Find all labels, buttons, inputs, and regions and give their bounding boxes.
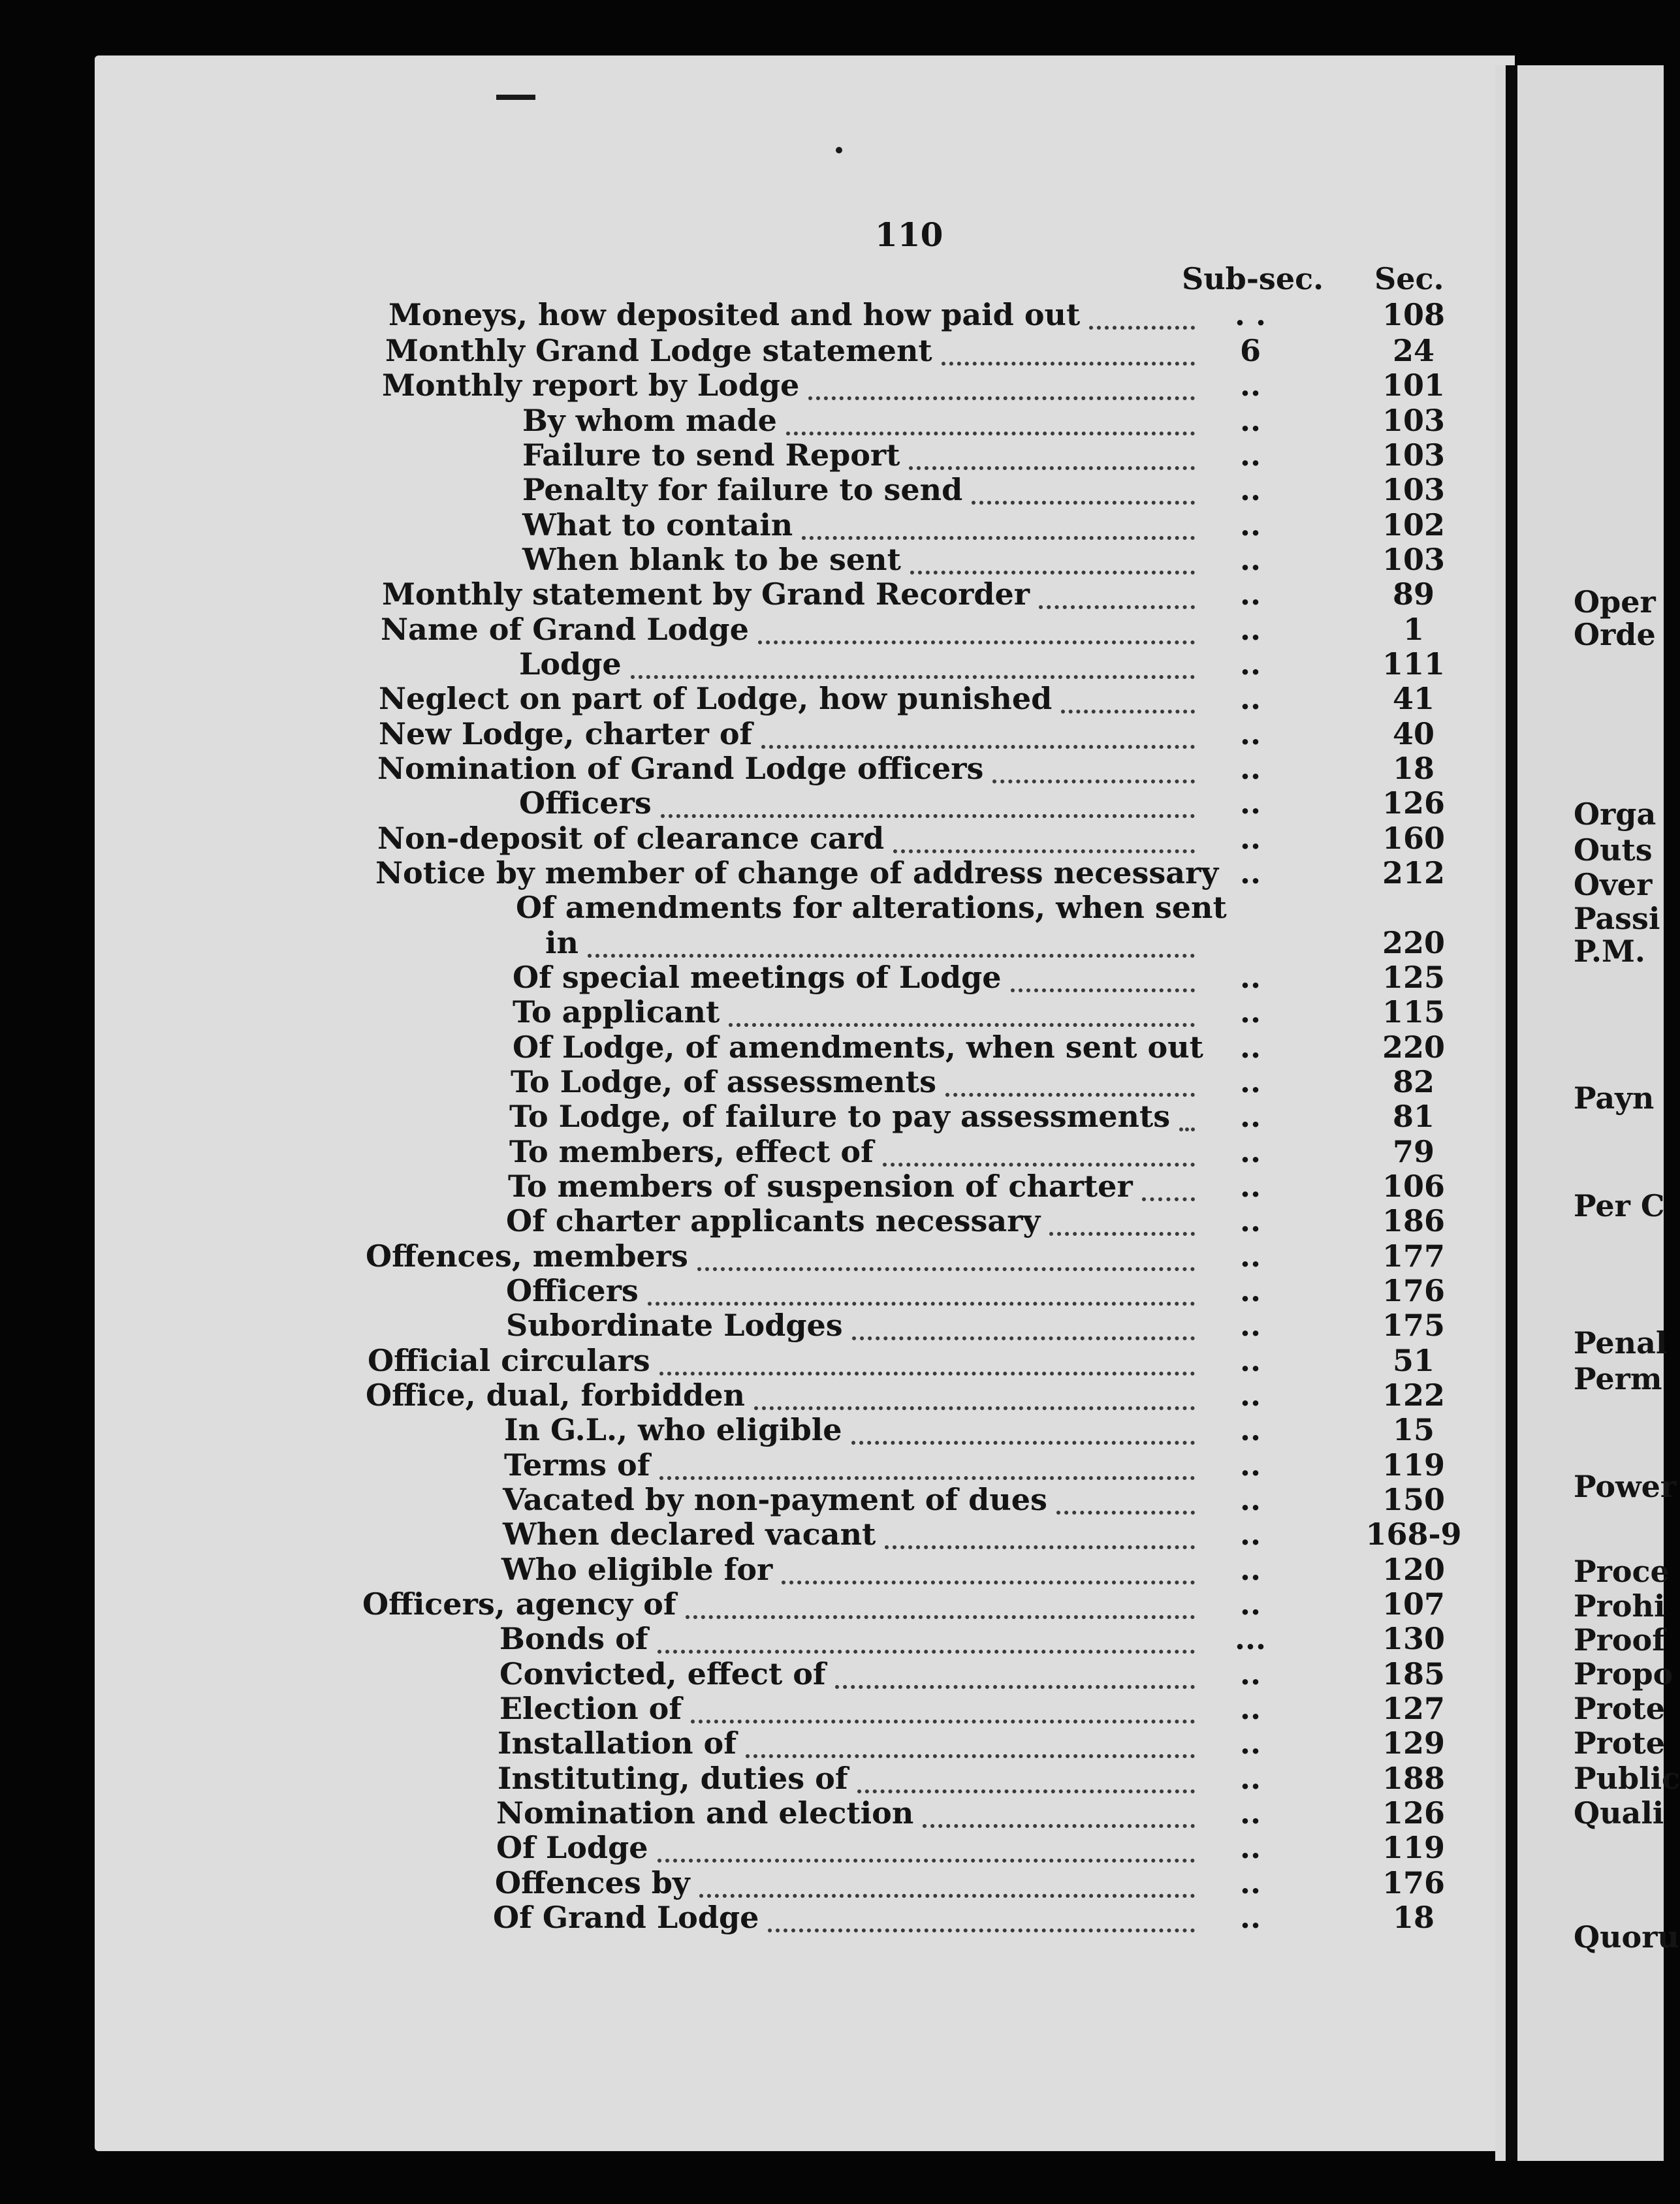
- dot-leader: [782, 1574, 1195, 1584]
- entry-subsec: ..: [1239, 403, 1261, 438]
- entry-subsec: ..: [1239, 1900, 1261, 1935]
- dot-leader: [729, 1016, 1195, 1027]
- index-entry: [0, 1795, 1664, 1831]
- index-entry: [0, 1064, 1664, 1099]
- subsec-column-header: Sub-sec.: [1182, 261, 1324, 296]
- entry-sec: 18: [1392, 1900, 1434, 1935]
- index-entry: [0, 751, 1664, 786]
- entry-sec: 185: [1382, 1656, 1446, 1692]
- entry-subsec: ..: [1239, 1412, 1261, 1447]
- entry-label: Of charter applicants necessary: [506, 1203, 1041, 1238]
- entry-subsec: ..: [1239, 1308, 1261, 1343]
- entry-sec: 120: [1382, 1552, 1446, 1587]
- index-entry: [0, 785, 1664, 821]
- entry-label: To members, effect of: [509, 1134, 874, 1169]
- entry-label: Lodge: [519, 646, 622, 682]
- dot-leader: [802, 529, 1195, 540]
- index-entry: [0, 1030, 1664, 1065]
- entry-label: Monthly Grand Lodge statement: [385, 333, 932, 368]
- dot-leader: [1179, 1121, 1195, 1131]
- entry-label: Notice by member of change of address necessary: [375, 855, 1219, 890]
- index-entry: [0, 960, 1664, 995]
- entry-subsec: ..: [1239, 855, 1261, 890]
- entry-label: Non-deposit of clearance card: [377, 821, 885, 856]
- index-entry: [0, 1865, 1664, 1900]
- entry-sec: 1: [1403, 612, 1424, 647]
- index-entry: [0, 1169, 1664, 1204]
- right-page-word: Penal: [1574, 1325, 1668, 1361]
- entry-label: Who eligible for: [501, 1552, 773, 1587]
- entry-label: Name of Grand Lodge: [381, 612, 749, 647]
- right-page-word: Proce: [1574, 1554, 1670, 1589]
- entry-sec: 82: [1392, 1064, 1434, 1099]
- dot-leader: [648, 1295, 1195, 1306]
- entry-sec: 106: [1382, 1169, 1446, 1204]
- entry-sec: 103: [1382, 437, 1446, 473]
- dot-leader: [1089, 319, 1195, 330]
- right-page-word: Passi: [1574, 901, 1660, 936]
- entry-subsec: . .: [1234, 297, 1267, 332]
- index-entry: [0, 1621, 1664, 1656]
- index-entry: [0, 297, 1664, 332]
- entry-sec: 51: [1392, 1343, 1434, 1378]
- entry-label: Officers: [506, 1273, 639, 1308]
- entry-label: Convicted, effect of: [499, 1656, 826, 1692]
- dot-leader: [588, 947, 1195, 958]
- entry-subsec: ..: [1239, 1482, 1261, 1517]
- entry-subsec: ..: [1239, 368, 1261, 403]
- entry-sec: 111: [1382, 646, 1446, 682]
- entry-label: Neglect on part of Lodge, how punished: [379, 681, 1053, 716]
- index-entry: [0, 1517, 1664, 1552]
- entry-subsec: ..: [1239, 1586, 1261, 1622]
- dot-leader: [659, 1470, 1195, 1480]
- entry-label: Vacated by non-payment of dues: [503, 1482, 1047, 1517]
- entry-sec: 126: [1382, 1795, 1446, 1831]
- entry-sec: 127: [1382, 1691, 1446, 1726]
- dot-leader: [909, 460, 1195, 470]
- entry-subsec: ..: [1239, 1203, 1261, 1238]
- index-entry: [0, 925, 1664, 960]
- entry-label: Instituting, duties of: [498, 1761, 848, 1796]
- entry-sec: 186: [1382, 1203, 1446, 1238]
- entry-sec: 108: [1382, 297, 1446, 332]
- entry-label: Of Grand Lodge: [493, 1900, 759, 1935]
- entry-subsec: ..: [1239, 1134, 1261, 1169]
- dot-leader: [885, 1539, 1195, 1549]
- entry-label: New Lodge, charter of: [379, 716, 753, 751]
- entry-subsec: ..: [1239, 1725, 1261, 1761]
- entry-subsec: ..: [1239, 1656, 1261, 1692]
- entry-label: Installation of: [498, 1725, 737, 1761]
- dot-leader: [1011, 982, 1195, 992]
- entry-label: Nomination and election: [496, 1795, 914, 1831]
- dot-leader: [945, 1086, 1195, 1097]
- entry-subsec: ...: [1234, 1621, 1267, 1656]
- entry-subsec: ..: [1239, 1099, 1261, 1134]
- entry-subsec: ..: [1239, 472, 1261, 507]
- entry-subsec: ..: [1239, 612, 1261, 647]
- entry-label: Bonds of: [499, 1621, 648, 1656]
- entry-sec: 115: [1382, 994, 1446, 1030]
- entry-subsec: ..: [1239, 1830, 1261, 1865]
- dot-leader: [686, 1609, 1195, 1619]
- entry-label: What to contain: [522, 507, 793, 543]
- entry-sec: 103: [1382, 542, 1446, 577]
- dot-leader: [883, 1156, 1195, 1167]
- index-entry: [0, 507, 1664, 543]
- right-page-word: Perm: [1574, 1361, 1662, 1396]
- entry-subsec: ..: [1239, 437, 1261, 473]
- ink-mark: [496, 95, 535, 100]
- entry-sec: 119: [1382, 1447, 1446, 1483]
- entry-label: Officers: [519, 785, 652, 821]
- right-page-word: P.M.: [1574, 934, 1645, 969]
- entry-sec: 175: [1382, 1308, 1446, 1343]
- entry-subsec: ..: [1239, 1273, 1261, 1308]
- entry-label: Office, dual, forbidden: [366, 1378, 745, 1413]
- entry-subsec: ..: [1239, 716, 1261, 751]
- dot-leader: [786, 425, 1195, 435]
- entry-subsec: ..: [1239, 1761, 1261, 1796]
- ink-dot: [836, 147, 842, 153]
- entry-sec: 89: [1392, 576, 1434, 612]
- entry-label: Penalty for failure to send: [522, 472, 963, 507]
- entry-sec: 24: [1392, 333, 1434, 368]
- index-entry: [0, 1586, 1664, 1622]
- entry-label: Moneys, how deposited and how paid out: [388, 297, 1081, 332]
- right-page-word: Orga: [1574, 796, 1656, 832]
- index-entry: [0, 1343, 1664, 1378]
- index-entry: [0, 1725, 1664, 1761]
- entry-sec: 102: [1382, 507, 1446, 543]
- entry-sec: 15: [1392, 1412, 1434, 1447]
- index-entry: [0, 576, 1664, 612]
- index-entry: [0, 1830, 1664, 1865]
- right-page-word: Proof: [1574, 1622, 1665, 1658]
- entry-subsec: ..: [1239, 1691, 1261, 1726]
- entry-sec: 177: [1382, 1238, 1446, 1274]
- dot-leader: [758, 634, 1195, 644]
- entry-sec: 176: [1382, 1865, 1446, 1900]
- entry-sec: 220: [1382, 1030, 1446, 1065]
- entry-label: Offences by: [495, 1865, 690, 1900]
- index-entry: [0, 612, 1664, 647]
- page-number: 110: [875, 215, 943, 254]
- dot-leader: [761, 738, 1195, 749]
- entry-label: In G.L., who eligible: [504, 1412, 842, 1447]
- index-entry: [0, 1378, 1664, 1413]
- index-entry: [0, 646, 1664, 682]
- entry-label: Monthly report by Lodge: [382, 368, 800, 403]
- entry-subsec: ..: [1239, 785, 1261, 821]
- dot-leader: [659, 1365, 1195, 1376]
- right-page-word: Orde: [1574, 617, 1656, 652]
- entry-sec: 101: [1382, 368, 1446, 403]
- entry-sec: 18: [1392, 751, 1434, 786]
- entry-label: When blank to be sent: [522, 542, 901, 577]
- entry-subsec: ..: [1239, 1378, 1261, 1413]
- entry-subsec: ..: [1239, 1865, 1261, 1900]
- right-page-word: Power: [1574, 1469, 1677, 1504]
- index-entry: [0, 1656, 1664, 1692]
- entry-sec: 103: [1382, 472, 1446, 507]
- entry-subsec: ..: [1239, 646, 1261, 682]
- index-entry: [0, 1273, 1664, 1308]
- right-page-word: Propo: [1574, 1656, 1673, 1692]
- index-entry: [0, 1900, 1664, 1935]
- right-page-word: Quoru: [1574, 1919, 1679, 1955]
- entry-label: By whom made: [522, 403, 777, 438]
- index-entry: [0, 1412, 1664, 1447]
- dot-leader: [697, 1261, 1195, 1271]
- dot-leader: [923, 1818, 1195, 1828]
- entry-sec: 150: [1382, 1482, 1446, 1517]
- entry-sec: 130: [1382, 1621, 1446, 1656]
- right-page-word: Prote: [1574, 1691, 1666, 1726]
- dot-leader: [746, 1748, 1195, 1758]
- index-entry: [0, 1203, 1664, 1238]
- right-page-word: Over: [1574, 867, 1653, 902]
- dot-leader: [699, 1887, 1195, 1898]
- index-entry: [0, 1447, 1664, 1483]
- index-entry: [0, 368, 1664, 403]
- entry-subsec: ..: [1239, 542, 1261, 577]
- dot-leader: [658, 1643, 1195, 1654]
- entry-subsec: ..: [1239, 994, 1261, 1030]
- entry-subsec: ..: [1239, 821, 1261, 856]
- entry-label: Nomination of Grand Lodge officers: [377, 751, 984, 786]
- entry-subsec: ..: [1239, 681, 1261, 716]
- entry-subsec: ..: [1239, 1447, 1261, 1483]
- index-entry: [0, 681, 1664, 716]
- entry-subsec: ..: [1239, 1343, 1261, 1378]
- entry-sec: 41: [1392, 681, 1434, 716]
- right-page-word: Outs: [1574, 832, 1653, 868]
- dot-leader: [893, 843, 1195, 853]
- right-page-word: Public: [1574, 1761, 1680, 1796]
- dot-leader: [857, 1783, 1195, 1793]
- entry-label: To members of suspension of charter: [508, 1169, 1133, 1204]
- entry-label: Terms of: [504, 1447, 650, 1483]
- dot-leader: [1049, 1225, 1195, 1236]
- entry-sec: 168-9: [1365, 1517, 1462, 1552]
- dot-leader: [1061, 703, 1195, 714]
- entry-subsec: ..: [1239, 960, 1261, 995]
- entry-label: Election of: [499, 1691, 682, 1726]
- entry-label: Official circulars: [368, 1343, 650, 1378]
- dot-leader: [1056, 1504, 1195, 1515]
- entry-label: To Lodge, of assessments: [511, 1064, 936, 1099]
- index-entry: [0, 1482, 1664, 1517]
- dot-leader: [1142, 1191, 1195, 1201]
- dot-leader: [691, 1713, 1195, 1724]
- index-entry: [0, 437, 1664, 473]
- entry-subsec: ..: [1239, 507, 1261, 543]
- entry-subsec: ..: [1239, 1064, 1261, 1099]
- right-page-word: Per C: [1574, 1188, 1665, 1223]
- entry-sec: 212: [1382, 855, 1446, 890]
- entry-label: Of Lodge, of amendments, when sent out: [513, 1030, 1203, 1065]
- dot-leader: [910, 564, 1195, 575]
- index-entry: [0, 1238, 1664, 1274]
- index-entry: [0, 890, 1664, 925]
- dot-leader: [851, 1434, 1195, 1445]
- right-page-word: Payn: [1574, 1080, 1655, 1116]
- entry-label: Of special meetings of Lodge: [513, 960, 1002, 995]
- index-entry: [0, 1134, 1664, 1169]
- index-entry: [0, 1552, 1664, 1587]
- entry-subsec: ..: [1239, 1030, 1261, 1065]
- entry-label: Monthly statement by Grand Recorder: [382, 576, 1030, 612]
- index-entry: [0, 855, 1664, 890]
- entry-label: To Lodge, of failure to pay assessments: [509, 1099, 1171, 1134]
- entry-sec: 119: [1382, 1830, 1446, 1865]
- dot-leader: [754, 1400, 1195, 1410]
- entry-subsec: ..: [1239, 751, 1261, 786]
- entry-label: To applicant: [513, 994, 720, 1030]
- entry-sec: 176: [1382, 1273, 1446, 1308]
- dot-leader: [942, 355, 1195, 366]
- entry-sec: 107: [1382, 1586, 1446, 1622]
- entry-sec: 81: [1392, 1099, 1434, 1134]
- entry-sec: 79: [1392, 1134, 1434, 1169]
- dot-leader: [768, 1922, 1195, 1932]
- dot-leader: [808, 390, 1195, 400]
- entry-label: Subordinate Lodges: [506, 1308, 843, 1343]
- entry-subsec: ..: [1239, 1238, 1261, 1274]
- index-entry: [0, 1691, 1664, 1726]
- dot-leader: [661, 808, 1195, 818]
- entry-sec: 125: [1382, 960, 1446, 995]
- right-page-word: Quali: [1574, 1795, 1664, 1831]
- entry-label: Of amendments for alterations, when sent: [516, 890, 1227, 925]
- entry-sec: 122: [1382, 1378, 1446, 1413]
- entry-sec: 220: [1382, 925, 1446, 960]
- index-entry: [0, 472, 1664, 507]
- entry-subsec: ..: [1239, 1552, 1261, 1587]
- index-entry: [0, 716, 1664, 751]
- index-entry: [0, 1308, 1664, 1343]
- index-entry: [0, 1761, 1664, 1796]
- entry-sec: 129: [1382, 1725, 1446, 1761]
- dot-leader: [835, 1678, 1195, 1689]
- entry-label: in: [545, 925, 578, 960]
- dot-leader: [852, 1330, 1195, 1340]
- entry-subsec: ..: [1239, 1795, 1261, 1831]
- entry-subsec: ..: [1239, 576, 1261, 612]
- dot-leader: [972, 494, 1195, 505]
- entry-label: Failure to send Report: [522, 437, 900, 473]
- entry-label: Of Lodge: [496, 1830, 648, 1865]
- entry-subsec: 6: [1239, 333, 1261, 368]
- entry-label: Offences, members: [366, 1238, 688, 1274]
- right-page-word: Oper: [1574, 584, 1656, 620]
- entry-subsec: ..: [1239, 1169, 1261, 1204]
- entry-sec: 40: [1392, 716, 1434, 751]
- entry-subsec: ..: [1239, 1517, 1261, 1552]
- dot-leader: [631, 669, 1195, 679]
- entry-sec: 188: [1382, 1761, 1446, 1796]
- sec-column-header: Sec.: [1374, 261, 1444, 296]
- entry-sec: 126: [1382, 785, 1446, 821]
- index-entry: [0, 542, 1664, 577]
- dot-leader: [1039, 599, 1195, 609]
- dot-leader: [992, 773, 1195, 783]
- entry-label: Officers, agency of: [362, 1586, 676, 1622]
- entry-sec: 160: [1382, 821, 1446, 856]
- index-entry: [0, 1099, 1664, 1134]
- index-entry: [0, 821, 1664, 856]
- entry-sec: 103: [1382, 403, 1446, 438]
- index-entry: [0, 333, 1664, 368]
- right-page-word: Prohi: [1574, 1588, 1666, 1624]
- right-page-word: Prote: [1574, 1725, 1666, 1761]
- index-entry: [0, 403, 1664, 438]
- dot-leader: [658, 1852, 1196, 1863]
- entry-label: When declared vacant: [503, 1517, 876, 1552]
- index-entry: [0, 994, 1664, 1030]
